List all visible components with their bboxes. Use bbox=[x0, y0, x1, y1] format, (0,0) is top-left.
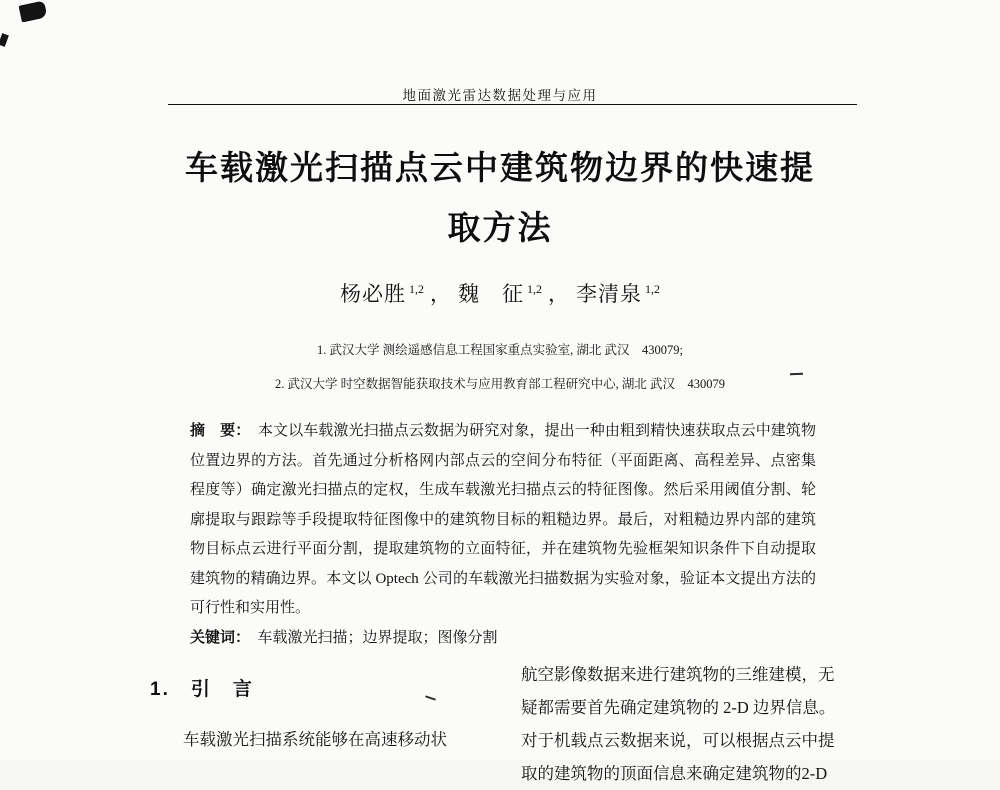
running-head-rule bbox=[168, 104, 857, 105]
abstract-text: 本文以车载激光扫描点云数据为研究对象，提出一种由粗到精快速获取点云中建筑物位置边界的方法。首先通过分析格网内部点云的空间分布特征（平面距离、高程差异、点密集程度等）确定激光扫描点的定权，生成车载激光扫描点云的特征图像。然后采用阈值分割、轮廓提取与跟踪等手段提取特征图像中的建筑物目标的粗糙边界。最后，对粗糙边界内部的建筑物目标点云进行平面分割，提取建筑物的立面特征，并在建筑物先验框架知识条件下自动提取建筑物的精确边界。本文以 Optech 公司的车载激光扫描数据为实验对象，验证本文提出方法的可行性和实用性。 bbox=[190, 423, 816, 616]
author-3 bbox=[576, 282, 660, 306]
abstract-label: 摘 要： bbox=[190, 423, 243, 439]
keywords-text: 车载激光扫描；边界提取；图像分割 bbox=[257, 629, 498, 646]
paper-title-line2: 取方法 bbox=[447, 209, 553, 246]
right-column bbox=[521, 658, 862, 790]
author-1-name: 杨必胜 bbox=[340, 282, 406, 306]
right-column-line-2: 疑都需要首先确定建筑物的 2-D 边界信息。 bbox=[521, 698, 836, 717]
scan-artifact-edge bbox=[0, 33, 9, 47]
affiliation-2: 2. 武汉大学 时空数据智能获取技术与应用教育部工程研究中心, 湖北 武汉 430079 bbox=[274, 377, 725, 391]
author-separator: ， bbox=[430, 282, 452, 306]
right-column-line-4: 取的建筑物的顶面信息来确定建筑物的2-D bbox=[521, 764, 828, 783]
authors-line bbox=[0, 278, 1000, 308]
paper-title bbox=[100, 138, 900, 258]
section-1-heading: 1. 引 言 bbox=[150, 679, 254, 700]
author-2-affil-sup: 1,2 bbox=[527, 282, 542, 296]
abstract-paragraph bbox=[190, 417, 816, 624]
right-column-line-1: 航空影像数据来进行建筑物的三维建模，无 bbox=[521, 665, 835, 684]
author-3-name: 李清泉 bbox=[576, 282, 642, 306]
running-head: 地面激光雷达数据处理与应用 bbox=[402, 88, 598, 103]
scan-artifact-corner bbox=[19, 0, 48, 22]
keywords-label: 关键词： bbox=[190, 629, 243, 646]
affiliations bbox=[0, 333, 1000, 401]
left-column bbox=[150, 658, 491, 790]
right-column-line-3: 对于机载点云数据来说，可以根据点云中提 bbox=[521, 731, 835, 750]
author-2 bbox=[458, 282, 542, 306]
author-3-affil-sup: 1,2 bbox=[645, 282, 660, 296]
paper-title-line1: 车载激光扫描点云中建筑物边界的快速提 bbox=[185, 149, 815, 186]
author-2-name: 魏 征 bbox=[458, 282, 524, 306]
author-1-affil-sup: 1,2 bbox=[409, 282, 424, 296]
abstract-block bbox=[190, 417, 816, 653]
affiliation-1: 1. 武汉大学 测绘遥感信息工程国家重点实验室, 湖北 武汉 430079; bbox=[317, 343, 683, 357]
section-1-paragraph: 车载激光扫描系统能够在高速移动状 bbox=[183, 730, 447, 749]
author-1 bbox=[340, 282, 424, 306]
keywords-line bbox=[190, 624, 816, 654]
author-separator: ， bbox=[548, 282, 570, 306]
body-columns bbox=[150, 658, 862, 790]
